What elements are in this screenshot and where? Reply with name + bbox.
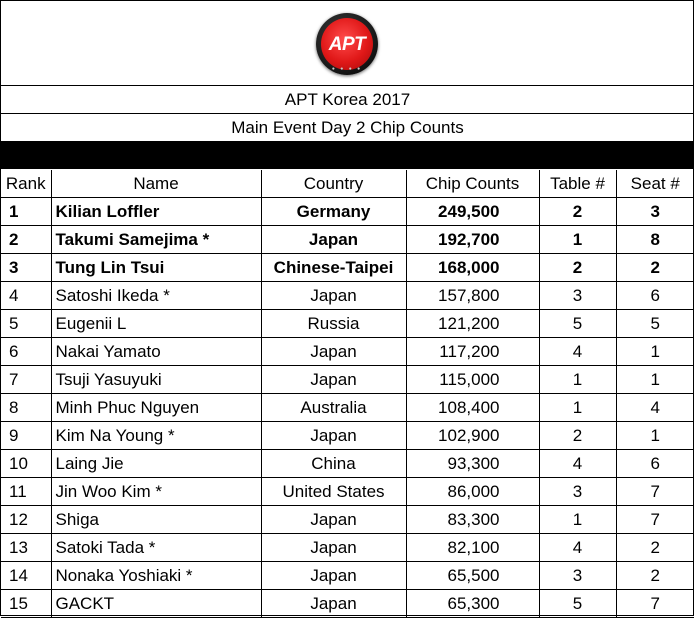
table-row — [1, 562, 694, 590]
table-row — [1, 534, 694, 562]
cell-rank: 6 — [1, 338, 51, 366]
cell-chip-count: 117,200 — [406, 338, 539, 366]
cell-chip-count: 192,700 — [406, 226, 539, 254]
cell-country: Japan — [261, 506, 406, 534]
cell-country: Germany — [261, 198, 406, 226]
cell-name: Kim Na Young * — [51, 422, 261, 450]
column-header-country: Country — [261, 170, 406, 198]
cell-chip-count: 65,300 — [406, 590, 539, 618]
cell-name: Tung Lin Tsui — [51, 254, 261, 282]
column-header-name: Name — [51, 170, 261, 198]
table-row — [1, 422, 694, 450]
column-header-seat: Seat # — [616, 170, 694, 198]
cell-chip-count: 168,000 — [406, 254, 539, 282]
cell-name: Laing Jie — [51, 450, 261, 478]
cell-chip-count: 115,000 — [406, 366, 539, 394]
cell-chip-count: 121,200 — [406, 310, 539, 338]
cell-table-number: 1 — [539, 506, 616, 534]
cell-chip-count: 65,500 — [406, 562, 539, 590]
cell-chip-count: 249,500 — [406, 198, 539, 226]
cell-seat-number: 1 — [616, 366, 694, 394]
cell-seat-number: 3 — [616, 198, 694, 226]
cell-chip-count: 82,100 — [406, 534, 539, 562]
table-row — [1, 226, 694, 254]
cell-rank: 1 — [1, 198, 51, 226]
cell-chip-count: 108,400 — [406, 394, 539, 422]
cell-country: Chinese-Taipei — [261, 254, 406, 282]
cell-country: Japan — [261, 226, 406, 254]
table-row — [1, 310, 694, 338]
table-row — [1, 198, 694, 226]
cell-table-number: 1 — [539, 394, 616, 422]
cell-country: Japan — [261, 282, 406, 310]
cell-country: Japan — [261, 590, 406, 618]
table-body — [1, 198, 694, 618]
cell-name: Eugenii L — [51, 310, 261, 338]
cell-country: Japan — [261, 366, 406, 394]
cell-rank: 15 — [1, 590, 51, 618]
cell-name: Nonaka Yoshiaki * — [51, 562, 261, 590]
cell-rank: 5 — [1, 310, 51, 338]
cell-country: Japan — [261, 422, 406, 450]
table-header-row — [1, 170, 694, 198]
cell-seat-number: 6 — [616, 450, 694, 478]
cell-country: Japan — [261, 338, 406, 366]
cell-name: Minh Phuc Nguyen — [51, 394, 261, 422]
cell-rank: 9 — [1, 422, 51, 450]
cell-country: China — [261, 450, 406, 478]
cell-name: Tsuji Yasuyuki — [51, 366, 261, 394]
cell-chip-count: 93,300 — [406, 450, 539, 478]
cell-country: Australia — [261, 394, 406, 422]
column-header-table: Table # — [539, 170, 616, 198]
cell-name: Jin Woo Kim * — [51, 478, 261, 506]
cell-table-number: 3 — [539, 478, 616, 506]
cell-rank: 10 — [1, 450, 51, 478]
apt-logo — [316, 13, 378, 75]
cell-rank: 4 — [1, 282, 51, 310]
cell-table-number: 3 — [539, 562, 616, 590]
cell-seat-number: 6 — [616, 282, 694, 310]
table-row — [1, 254, 694, 282]
cell-table-number: 5 — [539, 590, 616, 618]
cell-country: Japan — [261, 534, 406, 562]
cell-table-number: 4 — [539, 534, 616, 562]
table-row — [1, 366, 694, 394]
cell-table-number: 2 — [539, 422, 616, 450]
table-row — [1, 590, 694, 618]
cell-name: Satoshi Ikeda * — [51, 282, 261, 310]
cell-seat-number: 2 — [616, 562, 694, 590]
cell-seat-number: 4 — [616, 394, 694, 422]
table-row — [1, 450, 694, 478]
column-header-rank: Rank — [1, 170, 51, 198]
cell-table-number: 1 — [539, 226, 616, 254]
cell-table-number: 1 — [539, 366, 616, 394]
cell-name: Nakai Yamato — [51, 338, 261, 366]
cell-rank: 2 — [1, 226, 51, 254]
cell-seat-number: 7 — [616, 478, 694, 506]
cell-name: Shiga — [51, 506, 261, 534]
cell-rank: 13 — [1, 534, 51, 562]
cell-country: United States — [261, 478, 406, 506]
cell-chip-count: 83,300 — [406, 506, 539, 534]
cell-seat-number: 7 — [616, 590, 694, 618]
event-title: APT Korea 2017 — [1, 86, 694, 114]
column-header-chip-counts: Chip Counts — [406, 170, 539, 198]
cell-rank: 14 — [1, 562, 51, 590]
header-divider-bar — [1, 142, 694, 169]
table-row — [1, 394, 694, 422]
cell-name: Kilian Loffler — [51, 198, 261, 226]
cell-chip-count: 86,000 — [406, 478, 539, 506]
cell-table-number: 2 — [539, 254, 616, 282]
cell-rank: 7 — [1, 366, 51, 394]
cell-rank: 11 — [1, 478, 51, 506]
cell-seat-number: 5 — [616, 310, 694, 338]
cell-name: GACKT — [51, 590, 261, 618]
logo-header — [1, 1, 694, 86]
cell-country: Russia — [261, 310, 406, 338]
cell-table-number: 4 — [539, 338, 616, 366]
cell-seat-number: 2 — [616, 534, 694, 562]
cell-table-number: 5 — [539, 310, 616, 338]
cell-rank: 8 — [1, 394, 51, 422]
cell-seat-number: 1 — [616, 422, 694, 450]
cell-seat-number: 7 — [616, 506, 694, 534]
cell-name: Satoki Tada * — [51, 534, 261, 562]
cell-name: Takumi Samejima * — [51, 226, 261, 254]
cell-seat-number: 8 — [616, 226, 694, 254]
cell-chip-count: 157,800 — [406, 282, 539, 310]
logo-dots: ● ● ● ● — [331, 66, 363, 72]
table-row — [1, 338, 694, 366]
cell-chip-count: 102,900 — [406, 422, 539, 450]
logo-text: APT — [328, 34, 366, 55]
cell-seat-number: 1 — [616, 338, 694, 366]
cell-seat-number: 2 — [616, 254, 694, 282]
cell-rank: 3 — [1, 254, 51, 282]
table-row — [1, 478, 694, 506]
cell-table-number: 2 — [539, 198, 616, 226]
cell-country: Japan — [261, 562, 406, 590]
cell-rank: 12 — [1, 506, 51, 534]
logo-chip-icon — [321, 18, 373, 70]
event-subtitle: Main Event Day 2 Chip Counts — [1, 114, 694, 142]
cell-table-number: 4 — [539, 450, 616, 478]
table-row — [1, 506, 694, 534]
table-row — [1, 282, 694, 310]
chip-counts-table — [1, 170, 694, 618]
cell-table-number: 3 — [539, 282, 616, 310]
